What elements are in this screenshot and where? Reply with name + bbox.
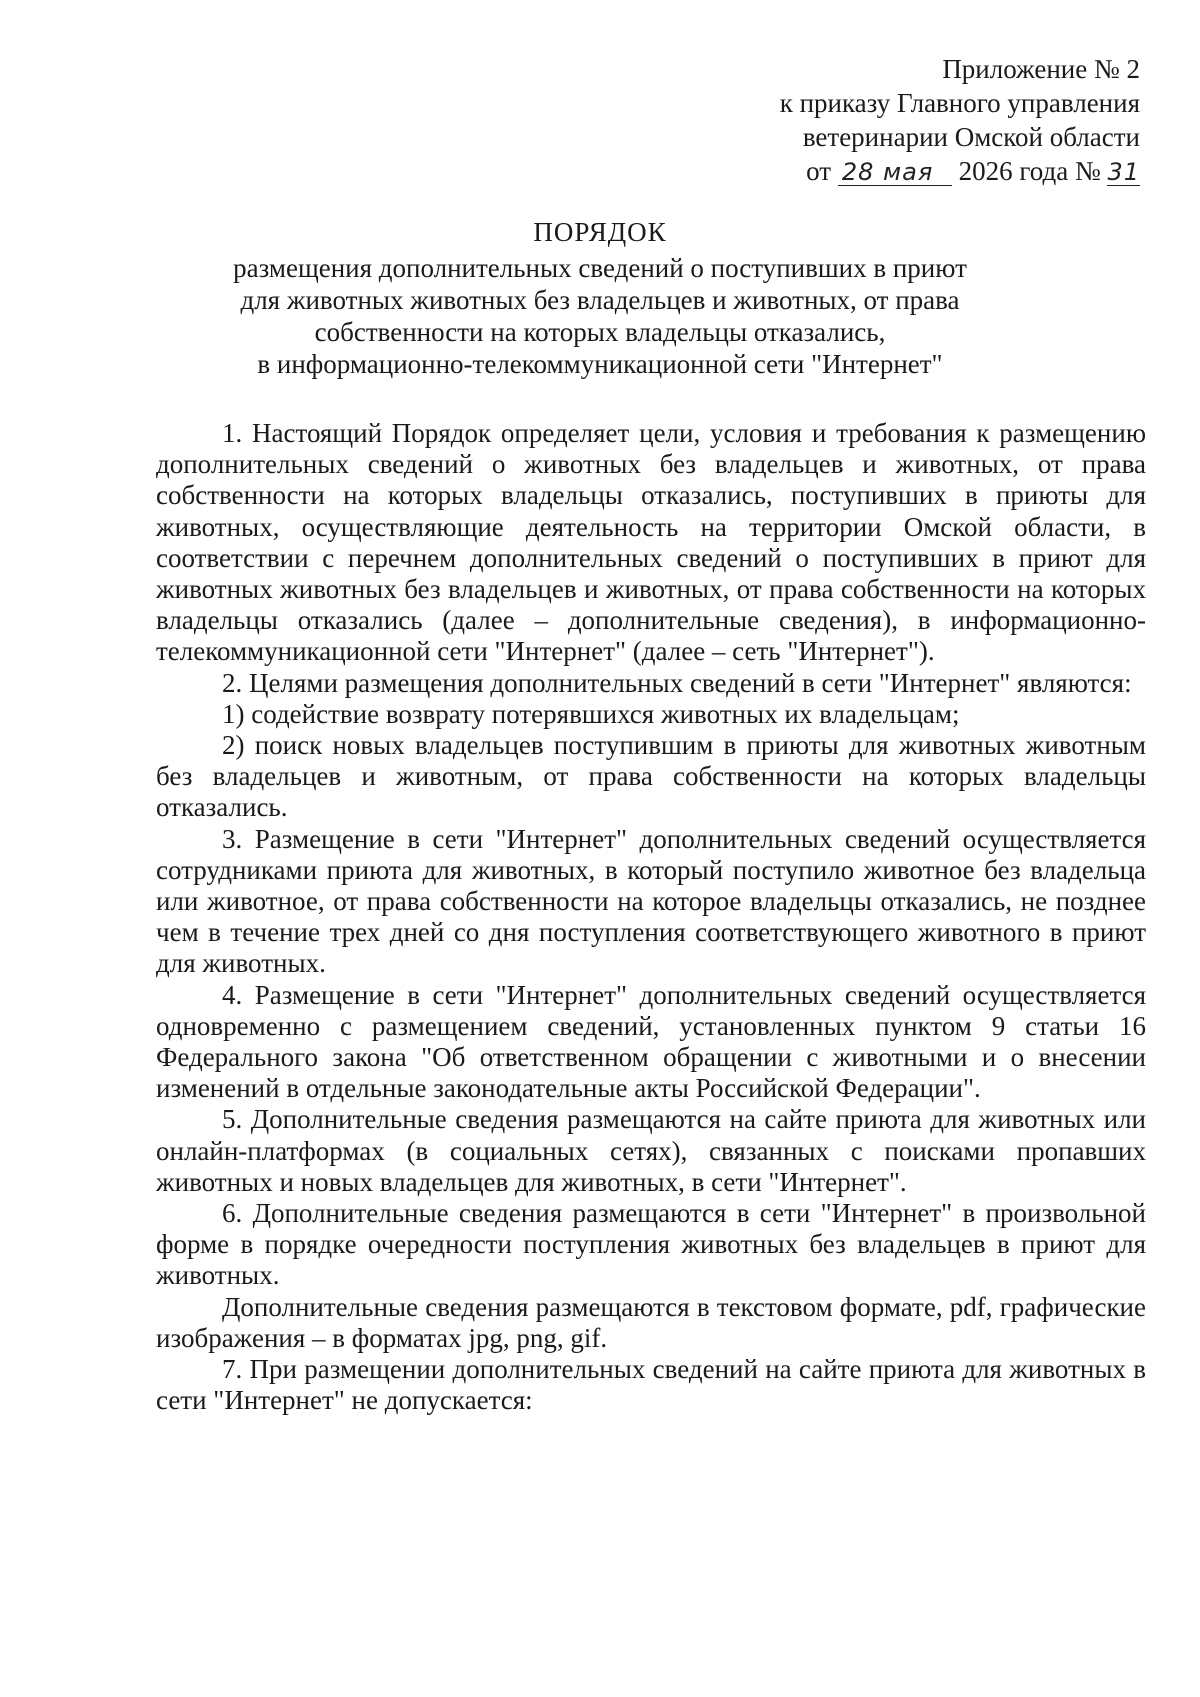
paragraph-6-formats: Дополнительные сведения размещаются в текстовом формате, pdf, графические изображения – в форматах jpg, png, gif.	[156, 1291, 1146, 1353]
document-body	[156, 418, 1146, 1417]
paragraph-6: 6. Дополнительные сведения размещаются в сети "Интернет" в произвольной форме в порядке очередности поступления животных без владельцев в приют для животных.	[156, 1198, 1146, 1291]
paragraph-1: 1. Настоящий Порядок определяет цели, условия и требования к размещению дополнительных сведений о животных без владельцев и животных, от права собственности на которых владельцы отказались, поступивших в приюты для животных, осуществляющие деятельность на территории Омской области, в соответствии с перечнем дополнительных сведений о поступивших в приют для животных животных без владельцев и животных, от права собственности на которых владельцы отказались (далее – дополнительные сведения), в информационно-телекоммуникационной сети "Интернет" (далее – сеть "Интернет").	[156, 418, 1146, 667]
date-prefix: от	[806, 156, 832, 186]
paragraph-2-item-1: 1) содействие возврату потерявшихся животных их владельцам;	[222, 698, 960, 729]
title-subtitle-line: для животных животных без владельцев и животных, от права	[240, 285, 960, 315]
date-suffix: 2026 года №	[958, 156, 1101, 186]
paragraph-2-item-2: 2) поиск новых владельцев поступившим в приюты для животных животным без владельцев и животным, от права собственности на которых владельцы отказались.	[156, 730, 1146, 823]
order-date-line	[620, 154, 1140, 188]
paragraph-2: 2. Целями размещения дополнительных сведений в сети "Интернет" являются:	[222, 667, 1132, 698]
title-subtitle-line: собственности на которых владельцы отказались,	[314, 317, 886, 347]
appendix-number: Приложение № 2	[942, 54, 1140, 84]
title-subtitle-line: размещения дополнительных сведений о поступивших в приют	[233, 253, 967, 283]
paragraph-4: 4. Размещение в сети "Интернет" дополнительных сведений осуществляется одновременно с размещением сведений, установленных пунктом 9 статьи 16 Федерального закона "Об ответственном обращении с животными и о внесении изменений в отдельные законодательные акты Российской Федерации".	[156, 979, 1146, 1104]
order-reference: к приказу Главного управления	[779, 88, 1140, 118]
handwritten-date: 28 мая	[838, 159, 952, 186]
appendix-header	[620, 52, 1140, 188]
paragraph-3: 3. Размещение в сети "Интернет" дополнительных сведений осуществляется сотрудниками приюта для животных, в который поступило животное без владельца или животное, от права собственности на которое владельцы отказались, не позднее чем в течение трех дней со дня поступления соответствующего животного в приют для животных.	[156, 823, 1146, 979]
title-subtitle-line: в информационно-телекоммуникационной сети "Интернет"	[257, 349, 943, 379]
issuing-authority: ветеринарии Омской области	[802, 122, 1140, 152]
paragraph-5: 5. Дополнительные сведения размещаются на сайте приюта для животных или онлайн-платформах (в социальных сетях), связанных с поисками пропавших животных и новых владельцев для животных, в сети "Интернет".	[156, 1104, 1146, 1197]
title-main: ПОРЯДОК	[533, 217, 667, 247]
paragraph-7: 7. При размещении дополнительных сведений на сайте приюта для животных в сети "Интернет" не допускается:	[156, 1354, 1146, 1416]
handwritten-order-number: 31	[1107, 158, 1140, 186]
document-title	[150, 216, 1050, 380]
